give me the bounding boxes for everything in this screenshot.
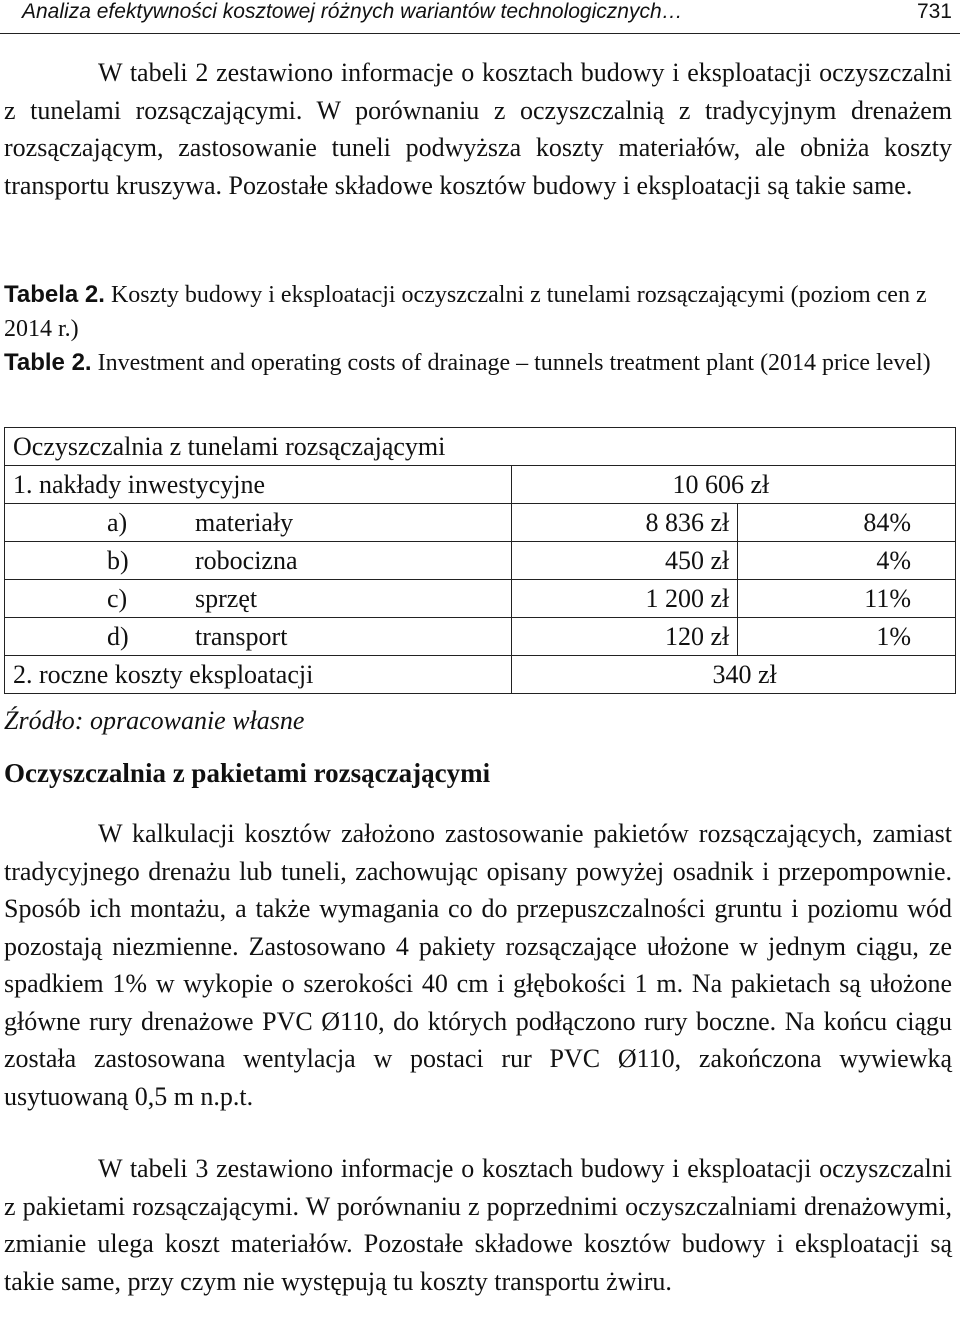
running-header — [0, 0, 960, 34]
table-caption-en — [4, 346, 952, 380]
section-heading: Oczyszczalnia z pakietami rozsączającymi — [4, 758, 491, 788]
row-value: 120 zł — [512, 618, 738, 656]
paragraph-table3: W tabeli 3 zestawiono informacje o kosztach budowy i eksploatacji oczyszczalni z pakietami rozsączającymi. W porównaniu z poprzednimi oczyszczalniami drenażowymi, zmianie ulega koszt materiałów. Pozostałe składowe kosztów budowy i eksploatacji są takie same, przy czym nie występują tu koszty transportu żwiru. — [4, 1154, 952, 1296]
cost-table — [4, 427, 956, 694]
operating-label: 2. roczne koszty eksploatacji — [5, 656, 512, 694]
paragraph-intro: W tabeli 2 zestawiono informacje o kosztach budowy i eksploatacji oczyszczalni z tunelami rozsączającymi. W porównaniu z oczyszczalnią z tradycyjnym drenażem rozsączającym, zastosowanie tuneli podwyższa koszty materiałów, ale obniża koszty transportu kruszywa. Pozostałe składowe kosztów budowy i eksploatacji są takie same. — [4, 58, 952, 200]
row-index: c) — [107, 584, 128, 613]
row-index: d) — [107, 622, 129, 651]
table-row — [5, 542, 956, 580]
table-header-row — [5, 428, 956, 466]
table-caption-en-text: Investment and operating costs of drainage – tunnels treatment plant (2014 price level) — [91, 350, 931, 376]
row-value: 450 zł — [512, 542, 738, 580]
row-label: materiały — [195, 508, 294, 537]
row-label: transport — [195, 622, 288, 651]
row-percent: 1% — [738, 618, 956, 656]
table-row — [5, 504, 956, 542]
table-source: Źródło: opracowanie własne — [4, 706, 305, 735]
row-value: 1 200 zł — [512, 580, 738, 618]
page-number: 731 — [916, 0, 952, 23]
table-row-operating — [5, 656, 956, 694]
investment-label: 1. nakłady inwestycyjne — [5, 466, 512, 504]
table-row — [5, 580, 956, 618]
row-value: 8 836 zł — [512, 504, 738, 542]
table-caption-pl-text: Koszty budowy i eksploatacji oczyszczalni z tunelami rozsączającymi (poziom cen z 2014 r.) — [4, 282, 927, 342]
row-percent: 11% — [738, 580, 956, 618]
row-index: b) — [107, 546, 129, 575]
table-caption-pl — [4, 278, 952, 346]
row-label: sprzęt — [195, 584, 258, 613]
operating-value: 340 zł — [512, 656, 956, 694]
row-percent: 4% — [738, 542, 956, 580]
investment-value: 10 606 zł — [512, 466, 956, 504]
row-label: robocizna — [195, 546, 298, 575]
paragraph-packages: W kalkulacji kosztów założono zastosowanie pakietów rozsączających, zamiast tradycyjnego drenażu lub tuneli, zachowując opisany powyżej osadnik i przepompownie. Sposób ich montażu, a także wymagania co do przepuszczalności gruntu i poziomu wód pozostają niezmienne. Zastosowano 4 pakiety rozsączające ułożone w jednym ciągu, ze spadkiem 1% w wykopie o szerokości 40 cm i głębokości 1 m. Na pakietach są ułożone główne rury drenażowe PVC Ø110, do których podłączono rury boczne. Na końcu ciągu została zastosowana wentylacja w postaci rur PVC Ø110, zakończona wywiewką usytuowaną 0,5 m n.p.t. — [4, 819, 952, 1111]
table-caption-pl-label: Tabela 2. — [4, 281, 105, 308]
table-row-investment — [5, 466, 956, 504]
running-header-title: Analiza efektywności kosztowej różnych wariantów technologicznych… — [22, 0, 683, 23]
table-caption-en-label: Table 2. — [4, 349, 92, 376]
row-percent: 84% — [738, 504, 956, 542]
row-index: a) — [107, 508, 128, 537]
table-row — [5, 618, 956, 656]
table-header-cell: Oczyszczalnia z tunelami rozsączającymi — [5, 428, 956, 466]
